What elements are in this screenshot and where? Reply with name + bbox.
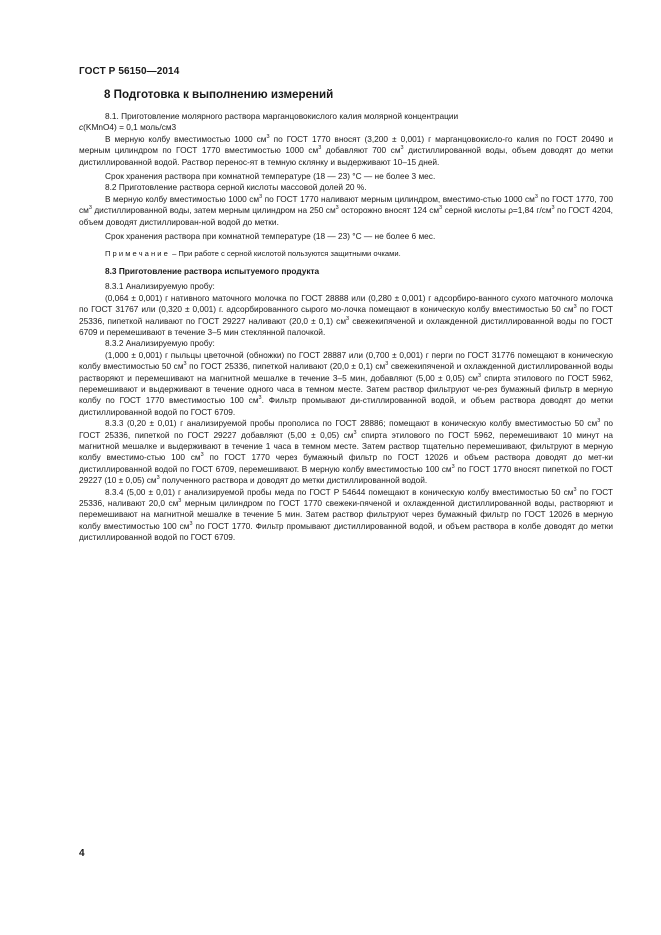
text-segment: по ГОСТ 1770 наливают мерным цилиндром, вместимо-стью 1000 см xyxy=(262,193,535,204)
document-body xyxy=(79,88,613,544)
superscript: 3 xyxy=(259,194,263,201)
superscript: 3 xyxy=(573,486,577,493)
text-segment: по ГОСТ 1770. Фильтр промывают дистиллированной водой, и объем раствора в колбе доводят до метки дистиллированной водой по ГОСТ 6709. xyxy=(79,520,613,543)
text-segment: по ГОСТ 1770 вносят (3,200 ± 0,001) г марганцовокисло-го калия по ГОСТ 20490 и мерным цилиндром по ГОСТ 1770 вместимостью 1000 см xyxy=(79,133,614,156)
text-segment: полученного раствора и доводят до метки дистиллированной водой. xyxy=(159,475,428,486)
paragraph-h2so4-prep xyxy=(79,194,613,228)
superscript: 3 xyxy=(573,304,577,311)
superscript: 3 xyxy=(88,205,92,212)
text-segment: 8.3.3 (0,20 ± 0,01) г анализируемой пробы прополиса по ГОСТ 28886; помещают в коническую колбу вместимостью 50 см xyxy=(105,418,598,429)
text-segment: В мерную колбу вместимостью 1000 см xyxy=(105,133,267,144)
text-segment: (1,000 ± 0,001) г пыльцы цветочной (обножки) по ГОСТ 28887 или (0,700 ± 0,001) г перги по ГОСТ 31776 помещают в коническую колбу вместимостью 50 см xyxy=(79,349,613,372)
text-segment: спирта этилового по ГОСТ 5962, перемешивают 10 минут на магнитной мешалке и выдерживают в течение 1 часа в темном месте. Затем раствор тщательно перемешивают, фильтруют в мерную колбу вместимо-стью 100 см xyxy=(79,429,614,463)
subsection-title: 8.3 Приготовление раствора испытуемого продукта xyxy=(105,265,320,276)
text-segment: дистиллированной воды, объем доводят до метки дистиллированной водой. Раствор перенос-ят в темную склянку и выдерживают 10–15 дней. xyxy=(79,145,613,167)
superscript: 3 xyxy=(451,464,455,471)
paragraph-8-2: 8.2 Приготовление раствора серной кислоты массовой долей 20 %. xyxy=(105,182,367,193)
note-text: – При работе с серной кислотой пользуются защитными очками. xyxy=(169,249,401,259)
superscript: 3 xyxy=(335,205,339,212)
text-segment: свежекипяченой и охлажденной дистиллированной воды растворяют и перемешивают на магнитной мешалке в течение 3–5 мин, добавляют (5,00 ± 0,05) см xyxy=(79,361,613,383)
superscript: 3 xyxy=(439,205,443,212)
paragraph-8-3-4 xyxy=(79,487,613,544)
superscript: 3 xyxy=(385,361,389,368)
note-label: Примечание xyxy=(105,249,170,259)
text-segment: по ГОСТ 25336, пипеткой наливают по ГОСТ 29227 наливают (20,0 ± 0,1) см xyxy=(79,304,613,326)
text-segment: по ГОСТ 1770, 700 см xyxy=(79,193,614,216)
text-segment: . Фильтр промывают ди-стиллированной водой, и объем раствора доводят до метки дистиллированной водой по ГОСТ 6709. xyxy=(79,395,613,417)
text-segment: мерным цилиндром по ГОСТ 1770 свежеки-пяченой и охлажденной дистиллированной воды, растворяют и перемешивают на магнитной мешалке в течение 5 мин. Затем раствор фильтруют через бумажный фильтр по ГОСТ 12026 в мерную колбу вместимостью 100 см xyxy=(79,498,613,531)
paragraph-pollen xyxy=(79,350,613,418)
text-segment: спирта этилового по ГОСТ 5962, перемешивают и выдерживают в течение одного часа в темном месте. Затем раствор фильтруют че-рез бумажный фильтр в мерную колбу по ГОСТ 1770 вместимостью 100 см xyxy=(79,372,613,406)
superscript: 3 xyxy=(597,418,601,425)
superscript: 3 xyxy=(318,145,322,152)
superscript: 3 xyxy=(353,429,357,436)
text-segment: по ГОСТ 1770 через бумажный фильтр по ГОСТ 12026 и объем раствора доводят до мет-ки дистиллированной водой по ГОСТ 6709, перемешивают. В мерную колбу вместимостью 100 см xyxy=(79,452,613,474)
document-header: ГОСТ Р 56150—2014 xyxy=(79,66,180,77)
superscript: 3 xyxy=(346,315,350,322)
text-segment: В мерную колбу вместимостью 1000 см xyxy=(105,193,260,204)
text-segment: добавляют 700 см xyxy=(321,145,401,156)
text-segment: по ГОСТ 25336, пипеткой по ГОСТ 29227 добавляют (5,00 ± 0,05) см xyxy=(79,418,613,440)
text-segment: по ГОСТ 25336, пипеткой наливают (20,0 ± 0,1) см xyxy=(186,361,386,372)
text-segment: серной кислоты ρ=1,84 г/см xyxy=(442,205,552,216)
text-segment: по ГОСТ 1770 вносят пипеткой по ГОСТ 29227 (10 ± 0,05) см xyxy=(79,463,613,486)
formula-c: c xyxy=(79,122,84,133)
text-segment: (0,064 ± 0,001) г нативного маточного молочка по ГОСТ 28888 или (0,280 ± 0,001) г адсорбиро-ванного сухого маточного молочка по ГОСТ 31767 или (0,320 ± 0,001) г. адсорбированного сырого мо-лочка помещают в коническую колбу вместимостью 50 см xyxy=(79,292,613,315)
text-segment: дистиллированной воды, затем мерным цилиндром на 250 см xyxy=(91,205,336,216)
paragraph-8-3-2: 8.3.2 Анализируемую пробу: xyxy=(105,338,215,349)
text-segment: свежекипяченой и охлажденной дистиллированной воды по ГОСТ 6709 и перемешивают в течение 3–5 мин стеклянной палочкой. xyxy=(79,315,613,337)
paragraph-text: 8.1. Приготовление молярного раствора марганцовокислого калия молярной концентрации xyxy=(105,111,459,121)
superscript: 3 xyxy=(200,452,204,459)
section-title: 8 Подготовка к выполнению измерений xyxy=(104,88,334,101)
superscript: 3 xyxy=(266,134,270,141)
paragraph-royal-jelly xyxy=(79,293,613,339)
superscript: 3 xyxy=(156,475,160,482)
text-segment: осторожно вносят 124 см xyxy=(338,205,440,216)
superscript: 3 xyxy=(258,395,262,402)
text-segment: по ГОСТ 25336, наливают 20,0 см xyxy=(79,486,613,508)
text-segment: по ГОСТ 4204, объем доводят дистиллирован-ной водой до метки. xyxy=(79,205,613,227)
paragraph-8-3-1: 8.3.1 Анализируемую пробу: xyxy=(105,281,215,292)
paragraph-storage-3mo: Срок хранения раствора при комнатной температуре (18 — 23) °С — не более 3 мес. xyxy=(105,171,436,182)
superscript: 3 xyxy=(551,205,555,212)
paragraph-8-1-formula xyxy=(79,122,613,133)
paragraph-8-3-3 xyxy=(79,418,613,486)
text-segment: 8.3.4 (5,00 ± 0,01) г анализируемой пробы меда по ГОСТ Р 54644 помещают в коническую колбу вместимостью 50 см xyxy=(105,486,574,497)
paragraph-8-1 xyxy=(79,111,613,122)
formula-rest: (KMnO4) = 0,1 моль/см3 xyxy=(83,122,177,133)
superscript: 3 xyxy=(183,361,187,368)
superscript: 3 xyxy=(477,372,481,379)
superscript: 3 xyxy=(400,145,404,152)
paragraph-storage-6mo: Срок хранения раствора при комнатной температуре (18 — 23) °С — не более 6 мес. xyxy=(105,231,436,242)
note xyxy=(105,248,613,259)
superscript: 3 xyxy=(534,194,538,201)
page-number: 4 xyxy=(79,848,85,859)
superscript: 3 xyxy=(189,521,193,528)
superscript: 3 xyxy=(178,498,182,505)
paragraph-kmno4-prep xyxy=(79,134,613,168)
